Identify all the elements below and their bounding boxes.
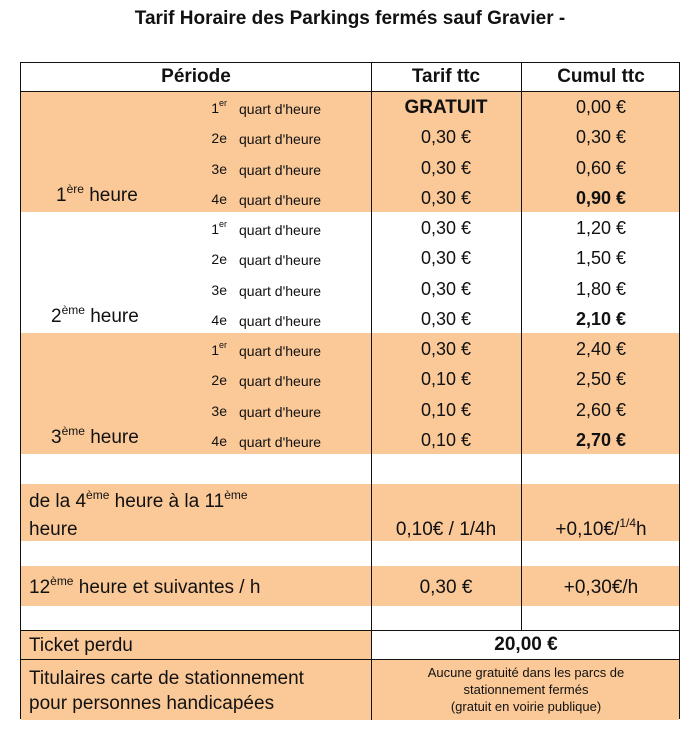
hour-label: 3ème heure (51, 424, 139, 448)
quarter-label: quart d'heure (239, 312, 322, 329)
cumul-value: 2,40 € (575, 339, 627, 359)
quarter-ordinal: 4e (211, 432, 227, 449)
tarif-value: 0,30 € (420, 308, 472, 329)
tarif-value: 0,30 € (420, 248, 472, 269)
grid-line (21, 91, 679, 92)
table-row (21, 242, 679, 272)
tarif-value: 0,30 € (420, 339, 472, 359)
tarif-value: 0,10 € (420, 399, 472, 420)
quarter-ordinal: 2e (211, 251, 227, 268)
quarter-ordinal-cell (199, 191, 227, 207)
range-4-11-tarif: 0,10€ / 1/4h (395, 519, 497, 540)
quarter-ordinal-cell (199, 100, 227, 116)
quarter-label: quart d'heure (239, 222, 322, 238)
quarter-ordinal: 4e (211, 311, 227, 328)
quarter-ordinal-cell (199, 282, 227, 298)
tarif-value: GRATUIT (404, 97, 488, 118)
cumul-value: 0,60 € (575, 157, 627, 178)
header-cumul: Cumul ttc (557, 66, 645, 87)
quarter-ordinal-sup: er (218, 219, 227, 229)
quarter-ordinal-cell (199, 372, 227, 388)
table-row (21, 363, 679, 393)
disabled-label-line1: Titulaires carte de stationnement (29, 668, 304, 689)
cumul-value: 1,50 € (575, 248, 627, 269)
cumul-value: 2,10 € (575, 308, 627, 329)
tarif-value: 0,10 € (420, 369, 472, 390)
quarter-label: quart d'heure (239, 403, 322, 420)
quarter-ordinal: 3e (211, 281, 227, 298)
tarif-value: 0,30 € (420, 278, 472, 299)
quarter-ordinal: 3e (211, 402, 227, 419)
lost-ticket-value: 20,00 € (494, 634, 558, 655)
quarter-label: quart d'heure (239, 282, 322, 299)
gap-row (21, 606, 679, 631)
quarter-label: quart d'heure (239, 252, 322, 269)
quarter-ordinal-cell (199, 312, 227, 328)
grid-line (21, 630, 679, 631)
cumul-value: 0,30 € (575, 127, 627, 148)
quarter-label: quart d'heure (239, 373, 322, 390)
range-4-11-cumul: +0,10€/$^{1/4}$h (555, 516, 647, 540)
quarter-label: quart d'heure (239, 343, 322, 359)
disabled-note-line2: stationnement fermés (463, 682, 589, 697)
grid-line (521, 63, 522, 631)
table-row (21, 273, 679, 303)
grid-line (21, 659, 679, 660)
hour-label: 2ème heure (51, 303, 139, 327)
range-4-11-label-line2: heure (29, 519, 78, 540)
cumul-value: 0,00 € (575, 97, 627, 117)
cumul-value: 2,60 € (575, 399, 627, 420)
cumul-value: 0,90 € (575, 187, 627, 208)
quarter-label: quart d'heure (239, 161, 322, 178)
quarter-ordinal-sup: er (218, 98, 227, 108)
hour-label: 1ère heure (56, 182, 138, 206)
table-row (21, 394, 679, 424)
quarter-ordinal: 2e (211, 130, 227, 147)
quarter-label: quart d'heure (239, 191, 322, 208)
grid-line (371, 63, 372, 720)
quarter-ordinal-cell (199, 221, 227, 237)
from-12-tarif: 0,30 € (419, 577, 473, 598)
disabled-label-line2: pour personnes handicapées (29, 693, 275, 714)
table-row (21, 152, 679, 182)
quarter-ordinal: 2e (211, 372, 227, 389)
quarter-label: quart d'heure (239, 433, 322, 450)
header-tarif: Tarif ttc (411, 66, 481, 87)
table-row (21, 121, 679, 151)
gap-row (21, 541, 679, 566)
quarter-ordinal-sup: er (218, 340, 227, 350)
tarif-value: 0,30 € (420, 218, 472, 238)
quarter-label: quart d'heure (239, 131, 322, 148)
cumul-value: 1,20 € (575, 218, 627, 238)
from-12-label: 12ème heure et suivantes / h (29, 574, 261, 598)
lost-ticket-label: Ticket perdu (29, 635, 133, 656)
disabled-note (371, 664, 681, 715)
quarter-ordinal-cell (199, 130, 227, 146)
quarter-ordinal: 1 (211, 221, 219, 237)
cumul-value: 1,80 € (575, 278, 627, 299)
gap-row (21, 455, 679, 484)
quarter-ordinal: 3e (211, 160, 227, 177)
range-4-11-label: de la 4ème heure à la 11ème (29, 488, 248, 512)
quarter-ordinal-cell (199, 342, 227, 358)
disabled-note-line3: (gratuit en voirie publique) (450, 699, 602, 714)
header-periode: Période (161, 66, 231, 87)
tarif-value: 0,30 € (420, 157, 472, 178)
quarter-ordinal-cell (199, 161, 227, 177)
tariff-table (20, 62, 680, 719)
cumul-value: 2,70 € (575, 429, 627, 450)
tarif-value: 0,10 € (420, 429, 472, 450)
tarif-value: 0,30 € (420, 127, 472, 148)
quarter-ordinal: 1 (211, 100, 219, 116)
table-row (21, 212, 679, 242)
disabled-note-line1: Aucune gratuité dans les parcs de (427, 665, 625, 680)
quarter-ordinal-cell (199, 251, 227, 267)
table-row (21, 91, 679, 121)
quarter-ordinal: 4e (211, 190, 227, 207)
from-12-cumul: +0,30€/h (563, 577, 639, 598)
cumul-value: 2,50 € (575, 369, 627, 390)
quarter-ordinal-cell (199, 433, 227, 449)
quarter-ordinal-cell (199, 403, 227, 419)
table-row (21, 333, 679, 363)
tarif-value: 0,30 € (420, 187, 472, 208)
quarter-label: quart d'heure (239, 101, 322, 117)
quarter-ordinal: 1 (211, 342, 219, 358)
page-title: Tarif Horaire des Parkings fermés sauf Gravier - (134, 8, 566, 29)
